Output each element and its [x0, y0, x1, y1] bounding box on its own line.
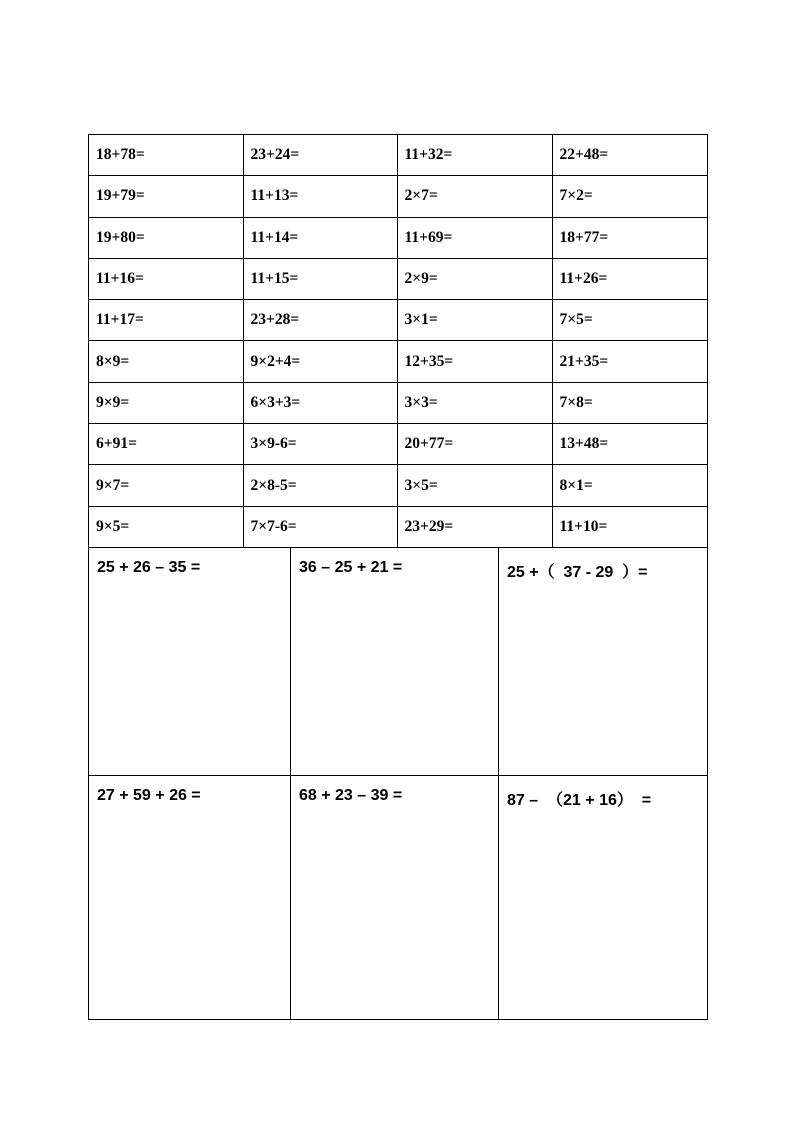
- drill-problem: 8×1=: [552, 465, 707, 506]
- drill-problem: 6+91=: [89, 424, 243, 465]
- drill-problem: 7×5=: [552, 300, 707, 341]
- word-problem-row: [89, 547, 707, 775]
- drill-row: [89, 382, 707, 423]
- word-problem: 87 – （21 + 16） =: [507, 792, 652, 810]
- word-problem: 68 + 23 – 39 =: [291, 776, 499, 1019]
- drill-problem: 3×1=: [397, 300, 552, 341]
- drill-problem: 23+28=: [243, 300, 397, 341]
- drill-problem: 20+77=: [397, 424, 552, 465]
- word-problem: 25 + 26 – 35 =: [89, 548, 291, 775]
- drill-problem: 18+78=: [89, 135, 243, 176]
- drill-table: [89, 134, 707, 547]
- word-problem: 36 – 25 + 21 =: [291, 548, 499, 775]
- drill-problem: 11+13=: [243, 176, 397, 217]
- drill-row: [89, 300, 707, 341]
- drill-problem: 3×3=: [397, 382, 552, 423]
- drill-problem: 11+69=: [397, 217, 552, 258]
- word-problem-row: [89, 775, 707, 1020]
- drill-problem: 19+80=: [89, 217, 243, 258]
- drill-problem: 7×7-6=: [243, 506, 397, 547]
- drill-problem: 21+35=: [552, 341, 707, 382]
- drill-problem: 9×9=: [89, 382, 243, 423]
- drill-row: [89, 258, 707, 299]
- drill-problem: 9×7=: [89, 465, 243, 506]
- drill-problem: 19+79=: [89, 176, 243, 217]
- drill-problem: 23+24=: [243, 135, 397, 176]
- drill-problem: 13+48=: [552, 424, 707, 465]
- drill-problem: 7×2=: [552, 176, 707, 217]
- drill-problem: 11+10=: [552, 506, 707, 547]
- drill-row: [89, 341, 707, 382]
- drill-problem: 7×8=: [552, 382, 707, 423]
- drill-problem: 12+35=: [397, 341, 552, 382]
- word-problem: 25 +（ 37 - 29 ）=: [507, 564, 648, 582]
- drill-problem: 3×9-6=: [243, 424, 397, 465]
- worksheet: [88, 134, 708, 1020]
- drill-problem: 22+48=: [552, 135, 707, 176]
- drill-row: [89, 176, 707, 217]
- drill-row: [89, 217, 707, 258]
- drill-problem: 18+77=: [552, 217, 707, 258]
- drill-problem: 2×8-5=: [243, 465, 397, 506]
- drill-row: [89, 424, 707, 465]
- drill-row: [89, 465, 707, 506]
- drill-problem: 9×5=: [89, 506, 243, 547]
- drill-problem: 3×5=: [397, 465, 552, 506]
- drill-problem: 11+32=: [397, 135, 552, 176]
- drill-problem: 11+16=: [89, 258, 243, 299]
- drill-row: [89, 506, 707, 547]
- drill-problem: 11+26=: [552, 258, 707, 299]
- drill-problem: 11+14=: [243, 217, 397, 258]
- drill-problem: 2×7=: [397, 176, 552, 217]
- drill-problem: 8×9=: [89, 341, 243, 382]
- word-problem: 27 + 59 + 26 =: [89, 776, 291, 1019]
- drill-problem: 2×9=: [397, 258, 552, 299]
- drill-problem: 23+29=: [397, 506, 552, 547]
- drill-row: [89, 135, 707, 176]
- drill-problem: 6×3+3=: [243, 382, 397, 423]
- drill-problem: 11+15=: [243, 258, 397, 299]
- drill-problem: 9×2+4=: [243, 341, 397, 382]
- drill-problem: 11+17=: [89, 300, 243, 341]
